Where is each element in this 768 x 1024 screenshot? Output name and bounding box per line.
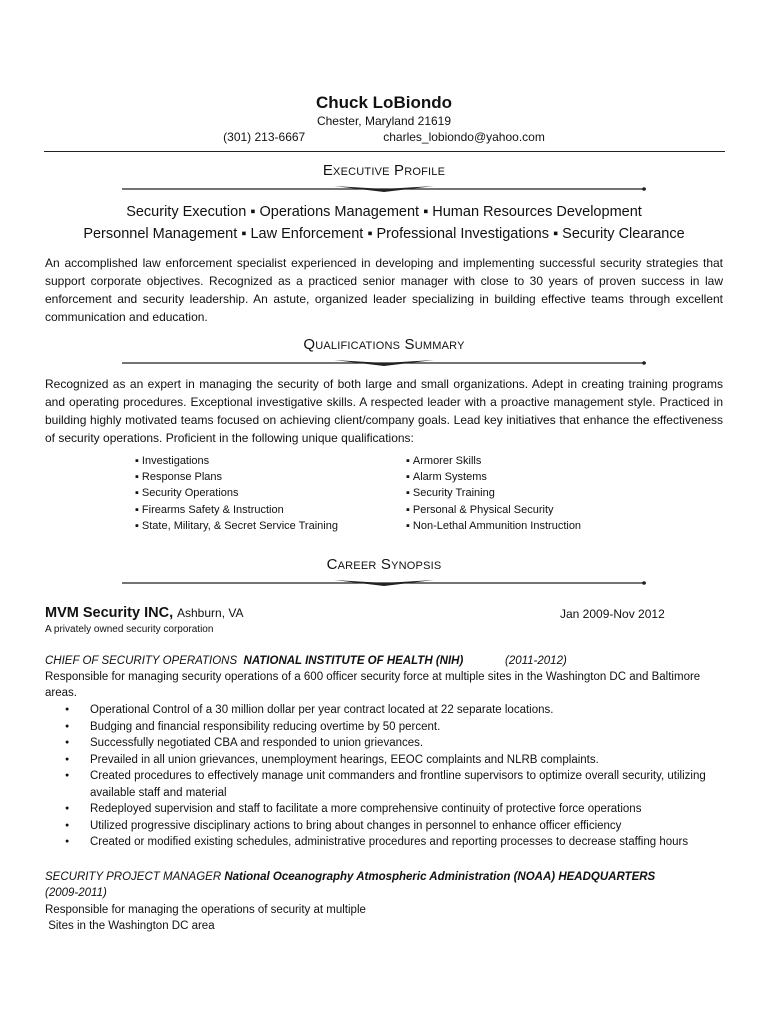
list-item: ▪ Personal & Physical Security bbox=[406, 502, 581, 518]
role-years: (2011-2012) bbox=[505, 655, 567, 667]
list-item: ▪ Armorer Skills bbox=[406, 453, 581, 469]
list-item: ● Created procedures to effectively manage unit commanders and frontline supervisors to optimize overall security, utilizing available staff and material bbox=[65, 768, 725, 801]
qualifications-heading: Qualifications Summary bbox=[303, 336, 465, 353]
list-item: ● Redeployed supervision and staff to facilitate a more comprehensive continuity of protective force operations bbox=[65, 801, 725, 818]
company-name: MVM Security INC, bbox=[45, 605, 174, 621]
qualifications-summary: Recognized as an expert in managing the security of both large and small organizations. Adept in creating training programs and operating procedures. Exceptional investigative skills. A respected leader with a proactive management style. Practiced in building highly motivated teams focused on achieving client/company goals. Lead key initiatives that enhance the effectiveness of security operations. Proficient in the following unique qualifications: bbox=[45, 377, 723, 445]
candidate-email: charles_lobiondo@yahoo.com bbox=[383, 130, 545, 144]
list-item: ▪ State, Military, & Secret Service Training bbox=[135, 518, 338, 534]
employment-dates: Jan 2009-Nov 2012 bbox=[560, 607, 665, 621]
role-heading bbox=[45, 869, 725, 885]
list-item: ▪ Security Operations bbox=[135, 485, 338, 501]
role-title: CHIEF OF SECURITY OPERATIONS bbox=[45, 655, 238, 667]
skills-line-1: Security Execution ▪ Operations Management ▪ Human Resources Development bbox=[126, 204, 642, 220]
role-heading bbox=[45, 653, 725, 669]
role-description-line-1: Responsible for managing the operations of security at multiple bbox=[45, 904, 366, 916]
role-description: Responsible for managing security operations of a 600 officer security force at multiple sites in the Washington DC and Baltimore areas. bbox=[45, 671, 701, 699]
executive-summary: An accomplished law enforcement specialist experienced in developing and implementing successful security strategies that support corporate objectives. Recognized as a practiced senior manager with close to 30 years of proven success in law enforcement and security leadership. An astute, organized leader specializing in building effective teams through excellent communication and education. bbox=[45, 256, 723, 324]
list-item: ● Utilized progressive disciplinary actions to bring about changes in personnel to enhance officer efficiency bbox=[65, 818, 725, 835]
list-item: ▪ Non-Lethal Ammunition Instruction bbox=[406, 518, 581, 534]
role-title: SECURITY PROJECT MANAGER bbox=[45, 871, 222, 883]
candidate-address: Chester, Maryland 21619 bbox=[316, 114, 452, 128]
role-organization: NATIONAL INSTITUTE OF HEALTH (NIH) bbox=[243, 655, 464, 667]
contact-line bbox=[0, 129, 768, 145]
qualifications-list-left bbox=[135, 453, 338, 534]
candidate-name: Chuck LoBiondo bbox=[316, 93, 452, 112]
list-item: ▪ Firearms Safety & Instruction bbox=[135, 502, 338, 518]
career-heading: Career Synopsis bbox=[326, 556, 442, 573]
header-rule bbox=[44, 151, 725, 152]
section-divider bbox=[122, 185, 646, 193]
role-years: (2009-2011) bbox=[45, 887, 107, 899]
list-item: ▪ Response Plans bbox=[135, 469, 338, 485]
company-location: Ashburn, VA bbox=[177, 606, 244, 620]
role-organization: National Oceanography Atmospheric Administration (NOAA) HEADQUARTERS bbox=[224, 871, 656, 883]
list-item: ● Operational Control of a 30 million dollar per year contract located at 22 separate locations. bbox=[65, 702, 725, 719]
list-item: ▪ Security Training bbox=[406, 485, 581, 501]
resume-header bbox=[0, 93, 768, 145]
list-item: ▪ Investigations bbox=[135, 453, 338, 469]
section-divider bbox=[122, 359, 646, 367]
list-item: ● Created or modified existing schedules, administrative procedures and reporting processes to decrease staffing hours bbox=[65, 834, 725, 851]
role-achievements bbox=[65, 702, 725, 851]
list-item: ● Prevailed in all union grievances, unemployment hearings, EEOC complaints and NLRB complaints. bbox=[65, 752, 725, 769]
company-line bbox=[45, 603, 243, 622]
company-description: A privately owned security corporation bbox=[45, 624, 214, 635]
qualifications-list-right bbox=[406, 453, 581, 534]
section-divider bbox=[122, 579, 646, 587]
list-item: ▪ Alarm Systems bbox=[406, 469, 581, 485]
role-description-line-2: Sites in the Washington DC area bbox=[45, 920, 215, 932]
candidate-phone: (301) 213-6667 bbox=[223, 130, 306, 144]
list-item: ● Successfully negotiated CBA and responded to union grievances. bbox=[65, 735, 725, 752]
skills-line-2: Personnel Management ▪ Law Enforcement ▪ Professional Investigations ▪ Security Clearance bbox=[83, 226, 685, 242]
list-item: ● Budging and financial responsibility reducing overtime by 50 percent. bbox=[65, 719, 725, 736]
executive-profile-heading: Executive Profile bbox=[322, 162, 446, 179]
